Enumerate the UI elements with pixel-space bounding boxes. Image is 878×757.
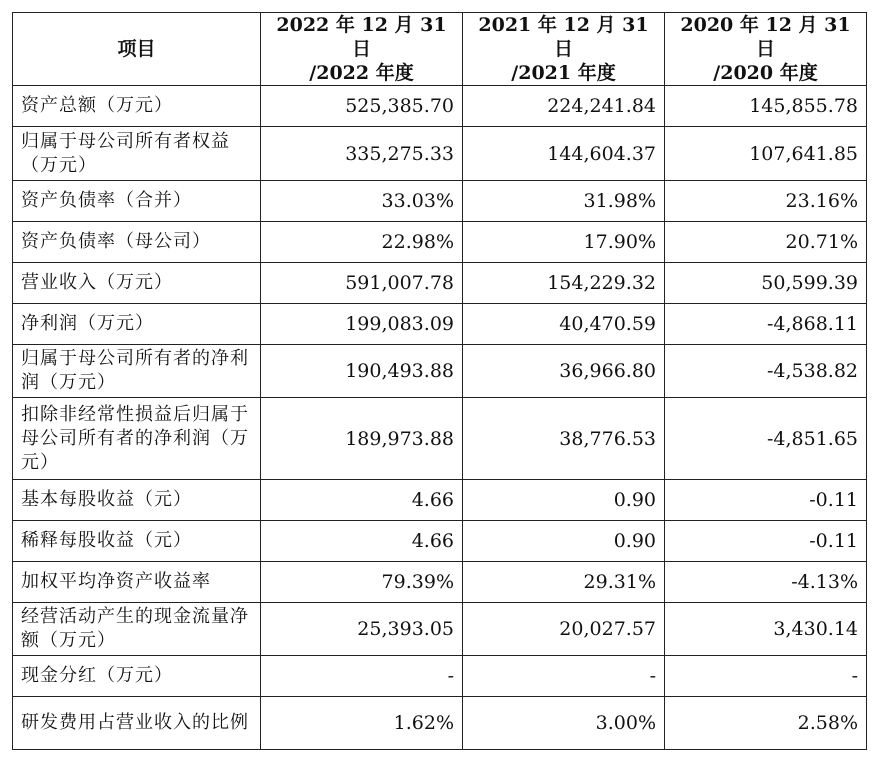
value-2020: -0.11: [665, 521, 867, 562]
header-2022-line2: /2022 年度: [309, 62, 414, 84]
value-2021: 38,776.53: [463, 398, 665, 480]
value-2022: 33.03%: [261, 181, 463, 222]
row-label: 经营活动产生的现金流量净额（万元）: [13, 603, 261, 656]
value-2021: 31.98%: [463, 181, 665, 222]
value-2021: 17.90%: [463, 222, 665, 263]
value-2022: 335,275.33: [261, 127, 463, 181]
table-row: [13, 656, 867, 697]
header-row: [13, 13, 867, 86]
row-label: 稀释每股收益（元）: [13, 521, 261, 562]
header-2020: [665, 13, 867, 86]
row-label: 净利润（万元）: [13, 304, 261, 345]
value-2020: 20.71%: [665, 222, 867, 263]
table-row: [13, 697, 867, 750]
value-2020: -: [665, 656, 867, 697]
header-2021-line1: 2021 年 12 月 31 日: [478, 14, 649, 60]
value-2020: -4,851.65: [665, 398, 867, 480]
row-label: 资产负债率（合并）: [13, 181, 261, 222]
table-row: [13, 304, 867, 345]
value-2021: 144,604.37: [463, 127, 665, 181]
table-row: [13, 562, 867, 603]
row-label: 资产总额（万元）: [13, 86, 261, 127]
table-row: [13, 127, 867, 181]
value-2021: 0.90: [463, 521, 665, 562]
value-2020: 3,430.14: [665, 603, 867, 656]
value-2020: -0.11: [665, 480, 867, 521]
row-label: 现金分红（万元）: [13, 656, 261, 697]
value-2022: 22.98%: [261, 222, 463, 263]
value-2021: 0.90: [463, 480, 665, 521]
table-row: [13, 345, 867, 398]
value-2020: 23.16%: [665, 181, 867, 222]
row-label: 扣除非经常性损益后归属于母公司所有者的净利润（万元）: [13, 398, 261, 480]
value-2020: 107,641.85: [665, 127, 867, 181]
value-2022: 25,393.05: [261, 603, 463, 656]
value-2022: 591,007.78: [261, 263, 463, 304]
row-label: 归属于母公司所有者权益（万元）: [13, 127, 261, 181]
table-row: [13, 398, 867, 480]
table-row: [13, 480, 867, 521]
row-label: 加权平均净资产收益率: [13, 562, 261, 603]
header-2021-line2: /2021 年度: [511, 62, 616, 84]
value-2020: 2.58%: [665, 697, 867, 750]
value-2022: 199,083.09: [261, 304, 463, 345]
value-2022: 190,493.88: [261, 345, 463, 398]
value-2020: -4,868.11: [665, 304, 867, 345]
table-row: [13, 603, 867, 656]
value-2021: 40,470.59: [463, 304, 665, 345]
value-2022: -: [261, 656, 463, 697]
row-label: 研发费用占营业收入的比例: [13, 697, 261, 750]
value-2021: 36,966.80: [463, 345, 665, 398]
header-2022-line1: 2022 年 12 月 31 日: [276, 14, 447, 60]
table-row: [13, 181, 867, 222]
row-label: 营业收入（万元）: [13, 263, 261, 304]
row-label: 资产负债率（母公司）: [13, 222, 261, 263]
value-2022: 1.62%: [261, 697, 463, 750]
value-2022: 525,385.70: [261, 86, 463, 127]
table-row: [13, 222, 867, 263]
value-2020: -4.13%: [665, 562, 867, 603]
table-row: [13, 521, 867, 562]
value-2021: 154,229.32: [463, 263, 665, 304]
value-2022: 79.39%: [261, 562, 463, 603]
table-row: [13, 86, 867, 127]
row-label: 基本每股收益（元）: [13, 480, 261, 521]
table-row: [13, 263, 867, 304]
value-2020: 50,599.39: [665, 263, 867, 304]
header-2022: [261, 13, 463, 86]
value-2022: 4.66: [261, 521, 463, 562]
header-2020-line2: /2020 年度: [713, 62, 818, 84]
value-2020: -4,538.82: [665, 345, 867, 398]
value-2020: 145,855.78: [665, 86, 867, 127]
value-2021: -: [463, 656, 665, 697]
value-2021: 224,241.84: [463, 86, 665, 127]
value-2022: 4.66: [261, 480, 463, 521]
financial-data-table: [12, 12, 867, 750]
value-2021: 20,027.57: [463, 603, 665, 656]
header-item: 项目: [13, 13, 261, 86]
header-2021: [463, 13, 665, 86]
value-2021: 29.31%: [463, 562, 665, 603]
value-2021: 3.00%: [463, 697, 665, 750]
header-2020-line1: 2020 年 12 月 31 日: [680, 14, 851, 60]
value-2022: 189,973.88: [261, 398, 463, 480]
row-label: 归属于母公司所有者的净利润（万元）: [13, 345, 261, 398]
